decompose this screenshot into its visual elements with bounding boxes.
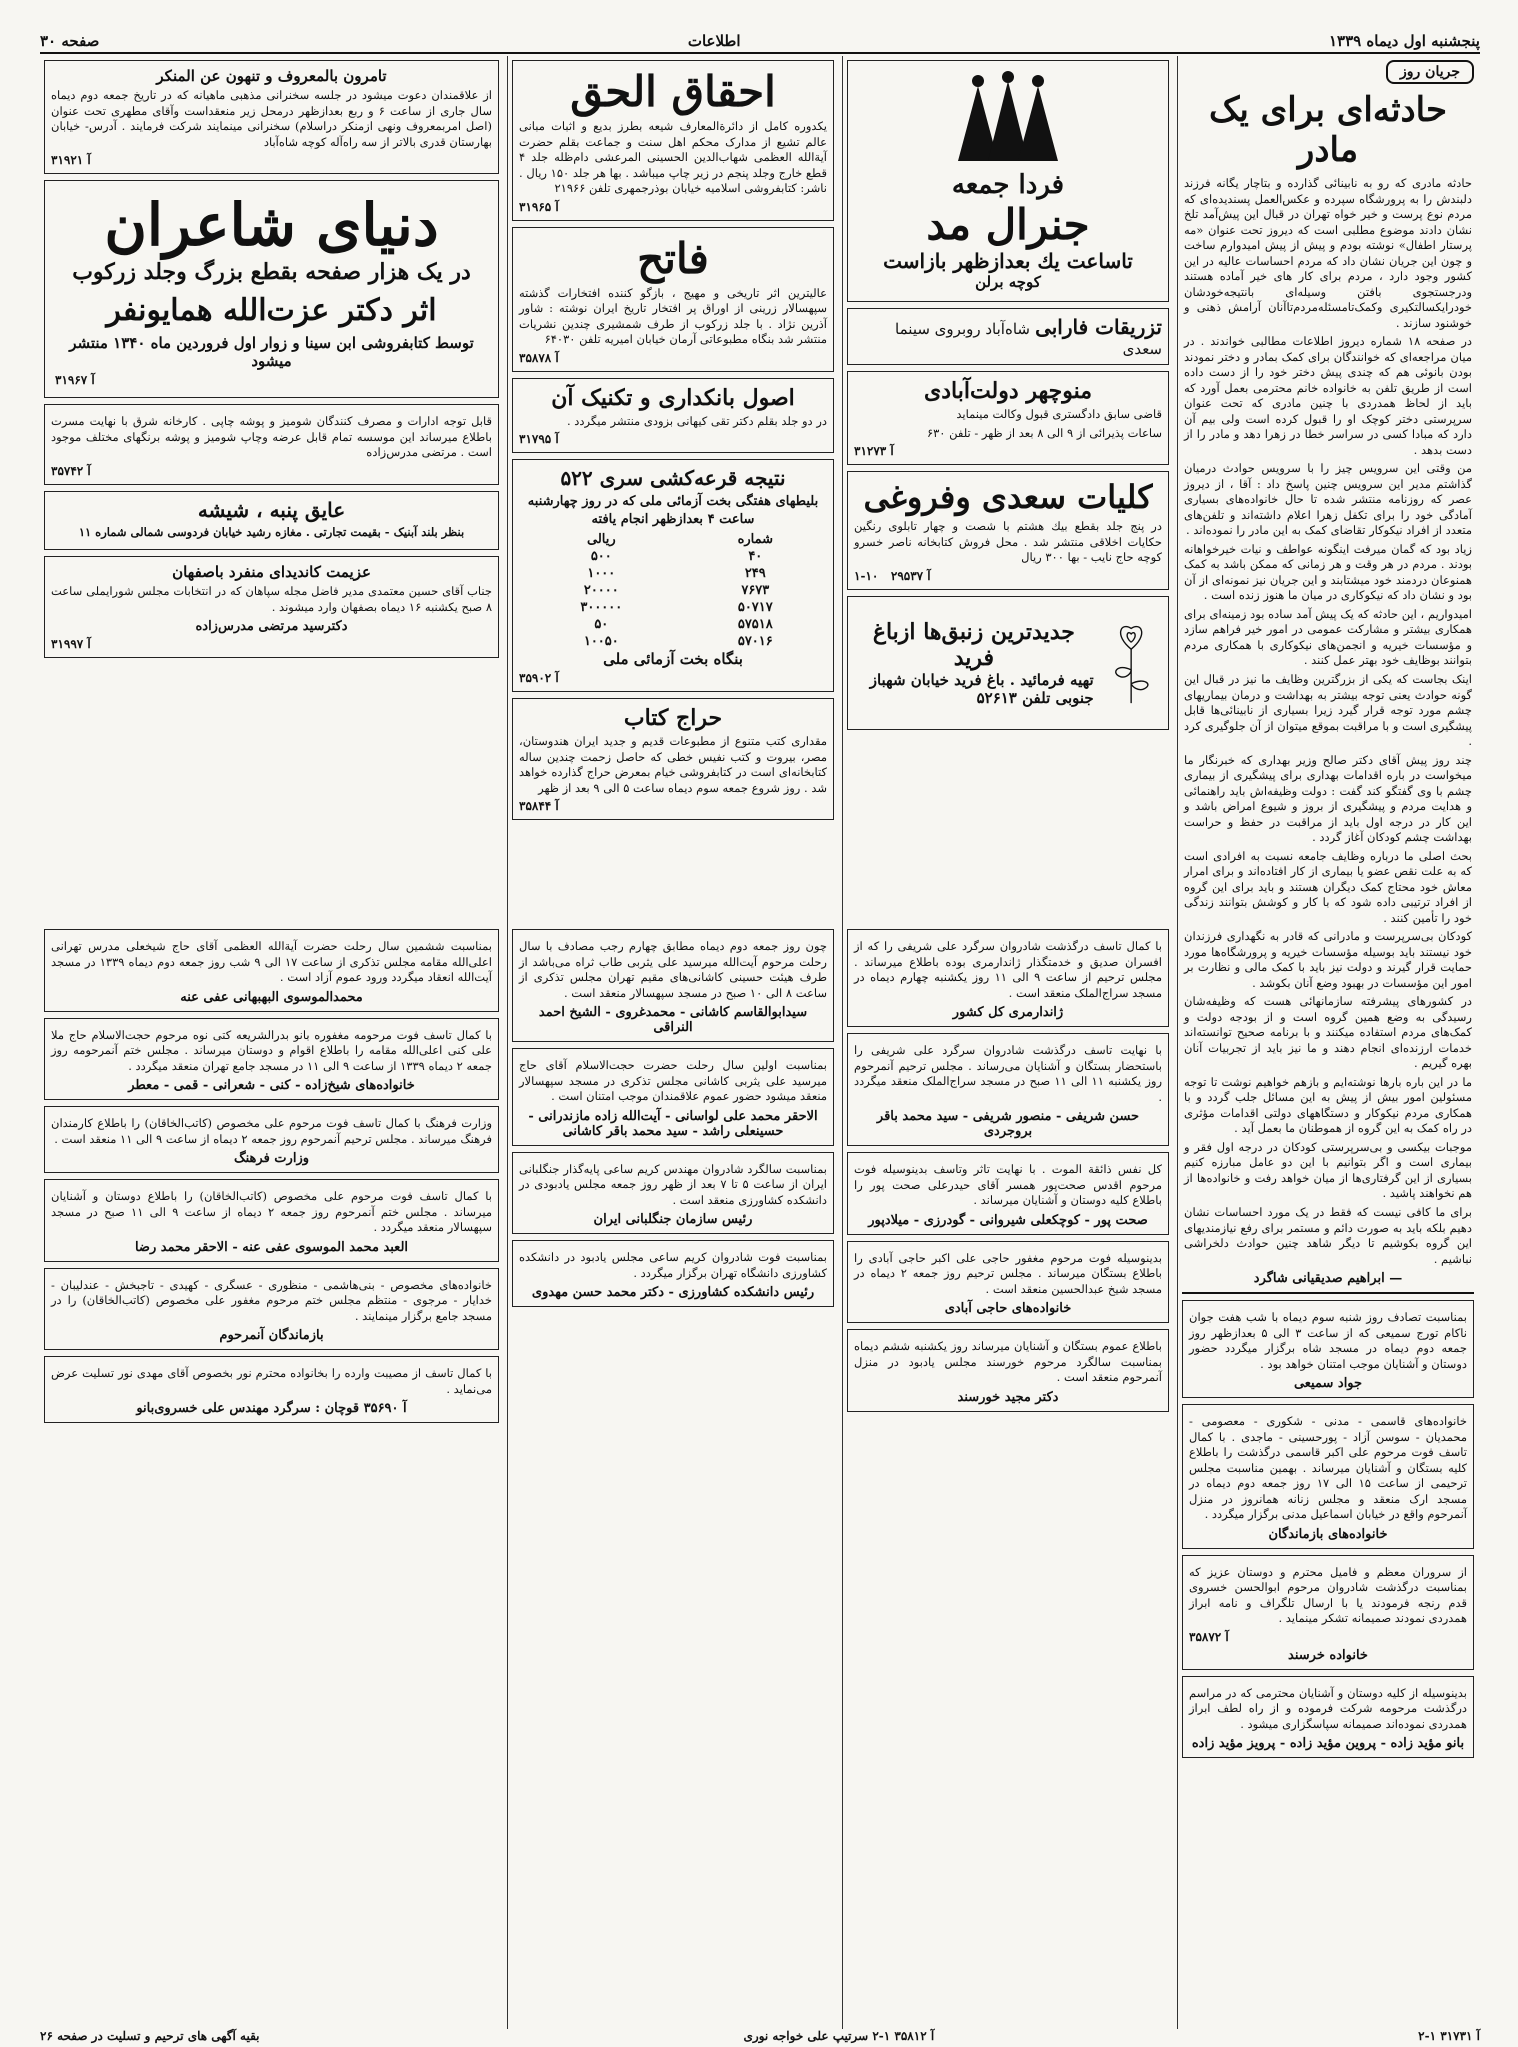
ad-book-auction	[512, 698, 834, 820]
ad-fateh-text: عالیترین اثر تاریخی و مهیج ، بازگو کننده افتخارات گذشته سپهسالار زرینی از اوراق پر افتخار تاریخ ایران نوشته : شاور آذرین نژاد . با جلد زرکوب از طرف شمشیری چندین نشریات منتشر شد بنگاه مطبوعاتی آرمان خیابان امیریه تلفن ۶۴۰۳۰	[519, 285, 827, 347]
obituary-signature: خانواده‌های حاجی آبادی	[944, 1301, 1072, 1317]
article-paragraph: امیدواریم ، این حادثه که یک پیش آمد ساده بود زمینه‌ای برای همکاری بیشتر و مشارکت عمومی در امور خیر فراهم سازد و مؤسسات خیریه و انجمن‌های نیکوکاری با همکاری مردم بتوانند بوظایف خود بهتر عمل کنند .	[1184, 606, 1472, 668]
lottery-row	[519, 633, 827, 650]
obituary-signature: دکتر مجید خورسند	[957, 1389, 1059, 1405]
ad-banking-code: آ ۳۱۷۹۵	[519, 432, 559, 447]
obituary-signature: صحت پور - کوچکعلی شیروانی - گودرزی - میلادپور	[868, 1212, 1148, 1228]
ad-saadi-title: کلیات سعدی وفروغی	[863, 478, 1153, 517]
article-paragraph: برای ما کافی نیست که فقط در یک مورد احساسات نشان دهیم بلکه باید به صورت دائم و مستمر برای رفع نیازمندیهای این گروه بکوشیم تا دیگر شاهد چنین حوادث دلخراشی نباشیم .	[1184, 1205, 1472, 1266]
ad-saadi-desc: در پنج جلد بقطع بیك هشتم با شصت و چهار تابلوی رنگین حکایات اخلاقی منتشر شد . محل فروش کتابخانه ناصر خسرو کوچه حاج نایب - بها ۳۰۰ ریال	[854, 519, 1162, 565]
ad-candidate-text: جناب آقای حسین معتمدی مدیر فاضل مجله سپاهان که در انتخابات مجلس شورایملی ساعت ۸ صبح یکشنبه ۱۶ دیماه بصفهان وارد میشوند .	[51, 584, 492, 614]
obituary-signature: خانواده‌های شیخ‌زاده - کنی - شعرانی - قمی - معطر	[128, 1078, 415, 1094]
ad-candidate-sig: دکترسید مرتضی مدرس‌زاده	[195, 619, 348, 635]
obituary-notice	[512, 929, 834, 1042]
obituary-right	[842, 925, 1173, 2029]
section-tag: جریان روز	[1386, 60, 1474, 84]
lottery-prize: ۵۰۰	[590, 549, 612, 565]
obituary-signature: رئیس سازمان جنگلبانی ایران	[593, 1212, 753, 1228]
obituary-signature: العبد محمد الموسوی عفی عنه - الاحقر محمد رضا	[134, 1239, 409, 1255]
ad-saadi	[847, 471, 1169, 590]
ad-paper-text: قابل توجه ادارات و مصرف کنندگان شومیز و پوشه چاپی . کارخانه شرق با نهایت مسرت باطلاع میرساند این موسسه تمام قابل عرضه وچاپ شومیز و پوشه برنگهای مختلف موجود است . مرتضی مدرس‌زاده	[51, 414, 492, 460]
article-title: حادثه‌ای برای یک مادر	[1208, 90, 1448, 170]
lottery-text: بلیطهای هفتگی بخت آزمائی ملی که در روز چهارشنبه ساعت ۴ بعدازظهر انجام یافته	[527, 494, 819, 527]
obituary-notice	[44, 1356, 499, 1423]
lottery-table	[519, 531, 827, 650]
obituary-text: بدینوسیله فوت مرحوم مغفور حاجی علی اکبر حاجی آبادی را باطلاع بستگان میرساند . مجلس ترحیم روز جمعه ۲ دیماه در مسجد شیخ عبدالحسین منعقد است .	[854, 1250, 1162, 1296]
ad-general-mode-address: کوچه برلن	[975, 273, 1041, 291]
lottery-number: ۵۷۵۱۸	[737, 617, 773, 633]
lottery-prize: ۱۰۰۰	[587, 566, 616, 582]
ad-lawyer	[847, 371, 1169, 465]
death-notice	[1182, 1676, 1474, 1759]
obituary-text: بمناسبت اولین سال رحلت حضرت حجت‌الاسلام آقای حاج میرسید علی یثربی کاشانی مجلس تذکری در مسجد سپهسالار منعقد میشود حضور عموم علاقمندان موجب امتنان است .	[519, 1058, 827, 1104]
page-header	[40, 30, 1480, 54]
ad-farabi	[847, 308, 1169, 365]
ad-lecture-text: از علاقمندان دعوت میشود در جلسه سخنرانی مذهبی ماهیانه که در تاریخ جمعه دوم دیماه سال جاری از ساعت ۶ و ربع بعدازظهر درمحل زیر منعقداست وآقای مطهری تحت عنوان (اصل امربمعروف ونهی ازمنکر دراسلام) سخنرانی مینمایند شرکت فرمایند . آدرس- خیابان بهارستان قدری بالاتر از سه راه‌آله کوچه شاه‌آباد	[51, 88, 492, 149]
death-notice-signature: جواد سمیعی	[1293, 1376, 1363, 1392]
newspaper-name: اطلاعات	[687, 32, 741, 50]
obituary-text: با کمال تاسف فوت مرحوم علی مخصوص (کاتب‌الخاقان) را باطلاع دوستان و آشنایان میرساند . مجلس ختم آنمرحوم روز جمعه ۲ دیماه از ساعت ۹ الی ۱۱ صبح در مسجد سپهسالار منعقد میگردد .	[51, 1189, 492, 1235]
ad-fateh-title: فاتح	[637, 233, 709, 283]
lottery-number: ۷۶۷۳	[741, 583, 770, 599]
ad-saadi-code: آ ۲۹۵۳۷ ۱۰-۱	[854, 568, 931, 583]
ad-ehghagh-text: یکدوره کامل از دائرةالمعارف شیعه بطرز بدیع و اثبات مبانی عالم تشیع از مدارک محکم اهل سنت و جماعت بقلم حضرت آیةالله العظمی شهاب‌الدین الحسینی المرعشی دام‌ظله جلد ۴ قطع خارج وجلد پنجم در زیر چاپ میباشد . بها هر جلد ۱۵۰ ریال . ناشر: کتابفروشی اسلامیه خیابان بوذرجمهری تلفن ۲۱۹۶۶	[519, 119, 827, 196]
obituary-notice	[44, 1268, 499, 1351]
column-editorial	[1177, 56, 1478, 2029]
lottery-code: آ ۳۵۹۰۲	[519, 671, 559, 686]
book-publisher: توسط کتابفروشی ابن سینا و زوار اول فروردین ماه ۱۳۴۰ منتشر میشود	[69, 334, 474, 371]
obituary-text: با کمال تاسف از مصیبت وارده را بخانواده محترم نور بخصوص آقای مهدی نور تسلیت عرض می‌نماید .	[51, 1366, 492, 1396]
ad-lecture-verse: تامرون بالمعروف و تنهون عن المنکر	[156, 67, 387, 85]
article-paragraph: در کشورهای پیشرفته سازمانهائی هست که وظیفه‌شان رسیدگی به وضع همین گروه است و از بودجه دولت و کمک‌های مردم استفاده میکنند و با برنامه صحیح توانسته‌اند خدمات ارزنده‌ای انجام دهند و ما نیز باید از تجربیات آنان بهره گیریم .	[1184, 994, 1472, 1071]
obituary-text: با کمال تاسف درگذشت شادروان سرگرد علی شریفی را که از افسران صدیق و خدمتگذار ژاندارمری بوده باطلاع میرساند . مجلس ترحیم از ساعت ۹ الی ۱۱ روز یکشنبه چهارم دیماه در مسجد سراج‌الملک منعقد است .	[854, 939, 1162, 1000]
issue-date: پنجشنبه اول دیماه ۱۳۳۹	[1328, 32, 1480, 50]
page-number: صفحه ۳۰	[40, 32, 100, 50]
ad-flowers-address: تهیه فرمائید . باغ فرید خیابان شهباز جنوبی تلفن ۵۲۶۱۳	[869, 670, 1094, 707]
article-body	[1178, 176, 1478, 1267]
death-notice-text: از سروران معظم و فامیل محترم و دوستان عزیز که بمناسبت درگذشت شادروان مرحوم ابوالحسن خسروی قدم رنجه فرمودند یا با ارسال تلگراف و نامه ابراز همدردی نمودند صمیمانه تشکر مینماید .	[1189, 1564, 1467, 1626]
obituary-signature: آ ۳۵۶۹۰ قوچان : سرگرد مهندس علی خسروی‌بانو	[136, 1401, 407, 1417]
obituary-notice	[847, 1033, 1169, 1146]
article-paragraph: ما در این باره بارها نوشته‌ایم و بازهم خواهیم نوشت تا توجه مسئولین امور بیش از پیش به این مسائل جلب گردد و با همکاری مردم نیکوکار و دستگاههای دولتی اقدامات مؤثری در راه کمک به این گروه از هموطنان ما بعمل آید .	[1184, 1074, 1472, 1136]
ad-fateh	[512, 227, 834, 372]
ad-insulation-text: بنظر بلند آبنیک - بقیمت تجارتی . مغازه رشید خیابان فردوسی شمالی شماره ۱۱	[78, 524, 465, 539]
lottery-header	[519, 531, 827, 548]
page-footer	[40, 2029, 1480, 2043]
obituary-text: بمناسبت سالگرد شادروان مهندس کریم ساعی پایه‌گذار جنگلبانی ایران از ساعت ۵ تا ۷ بعد از ظهر روز جمعه مجلس یادبودی در دانشکده کشاورزی منعقد است .	[519, 1161, 828, 1207]
lottery-title: نتیجه قرعه‌کشی سری ۵۲۲	[560, 466, 786, 491]
rose-figure	[1100, 603, 1162, 723]
lottery-footer: بنگاه بخت آزمائی ملی	[603, 650, 743, 669]
book-code: آ ۳۱۹۶۷	[55, 373, 95, 388]
ad-lawyer-code: آ ۳۱۲۷۳	[854, 444, 894, 459]
lottery-col-prize: ریالی	[586, 532, 616, 548]
ad-ehghagh	[512, 60, 834, 221]
ad-banking-text: در دو جلد بقلم دکتر تقی کیهانی بزودی منتشر میگردد .	[566, 413, 827, 428]
obituary-notice	[847, 1152, 1169, 1235]
ad-insulation-title: عایق پنبه ، شیشه	[197, 497, 346, 522]
obituary-text: بمناسبت ششمین سال رحلت حضرت آیةالله العظمی آقای حاج شیخعلی مدرس تهرانی اعلی‌الله مقامه مجلس تذکری از ساعت ۱۷ الی ۹ شب روز جمعه دوم دیماه ۱۳۳۹ در مسجد آیت‌الله انعقاد میگردد ورود عموم آزاد است .	[51, 939, 492, 985]
death-notice-text: بدینوسیله از کلیه دوستان و آشنایان محترمی که در مراسم درگذشت مرحومه شرکت فرموده و از راه لطف ابراز همدردی نموده‌اند صمیمانه سپاسگزاری میشود .	[1189, 1685, 1467, 1731]
obituary-left	[40, 925, 503, 2029]
lottery-number: ۴۰	[748, 549, 763, 565]
obituary-text: کل نفس ذائقة الموت . با نهایت تاثر وتاسف بدینوسیله فوت مرحوم اقدس صحت‌پور همسر آقای حیدرعلی صحت پور را باطلاع کلیه دوستان و آشنایان میرساند .	[854, 1162, 1162, 1208]
ad-paper-code: آ ۳۵۷۴۲	[51, 463, 91, 478]
obituary-notice	[512, 1152, 834, 1235]
ad-lawyer-desc: قاضی سابق دادگستری قبول وکالت مینماید	[956, 407, 1162, 421]
obituary-notice	[512, 1048, 834, 1146]
obituary-notice	[44, 1106, 499, 1173]
ad-general-mode-hours: تاساعت یك بعدازظهر بازاست	[883, 249, 1133, 273]
lottery-number: ۵۷۰۱۶	[737, 634, 773, 650]
ad-lottery	[512, 459, 834, 692]
obituary-notice	[847, 1329, 1169, 1412]
obituary-text: وزارت فرهنگ با کمال تاسف فوت مرحوم علی مخصوص (کاتب‌الخاقان) را باطلاع کارمندان فرهنگ میرساند . مجلس ترحیم آنمرحوم روز جمعه ۲ دیماه از ساعت ۹ الی ۱۱ منعقد است .	[51, 1116, 492, 1146]
obituary-notice	[44, 1018, 499, 1101]
ad-farabi-title: تزریقات فارابی	[1035, 315, 1162, 339]
ad-book-auction-code: آ ۳۵۸۴۴	[519, 799, 559, 814]
ad-lawyer-name: منوچهر دولت‌آبادی	[923, 378, 1092, 404]
obituary-signature: محمدالموسوی البهبهانی عفی عنه	[180, 989, 363, 1005]
footer-code-2: آ ۳۱۷۳۱ ۱-۲	[1418, 2029, 1480, 2043]
death-notice-text: خانواده‌های قاسمی - مدنی - شکوری - معصومی - محمدیان - سوسن آزاد - پورحسینی - ماجدی . با کمال تاسف فوت مرحوم علی اکبر قاسمی درگذشت را باطلاع کلیه بستگان و آشنایان میرساند . بهمین مناسبت مجلس ترحیمی از ساعت ۱۵ الی ۱۷ روز جمعه دوم دیماه در مسجد ارک منعقد و مجلس زنانه همانروز در منزل آنمرحوم واقع در خیابان اسماعیل مدنی برگزار میگردد .	[1189, 1414, 1467, 1522]
ad-paper-folders	[44, 404, 499, 485]
ad-banking	[512, 378, 834, 454]
lottery-number: ۲۴۹	[744, 566, 766, 582]
ad-banking-title: اصول بانکداری و تکنیک آن	[551, 384, 795, 411]
ad-poets-book	[44, 180, 499, 398]
lottery-number: ۵۰۷۱۷	[737, 600, 773, 616]
obituary-signature: وزارت فرهنگ	[233, 1151, 309, 1167]
lottery-prize: ۱۰۰۵۰	[583, 634, 619, 650]
obituary-text: چون روز جمعه دوم دیماه مطابق چهارم رجب مصادف با سال رحلت مرحوم آیت‌الله میرسید علی یثربی طاب ثراه می‌باشد از طرف هیئت حسینی کاشانی‌های مقیم تهران مجلس تذکری از ساعت ۸ الی ۱۰ صبح در مسجد سپهسالار منعقد است .	[519, 939, 827, 1000]
book-title: دنیای شاعران	[104, 191, 439, 260]
death-notice-signature: خانواده‌های بازماندگان	[1268, 1526, 1388, 1542]
obituary-notice	[512, 1240, 834, 1307]
lottery-row	[519, 548, 827, 565]
ad-book-auction-text: مقداری کتب متنوع از مطبوعات قدیم و جدید ایران هندوستان، مصر، بیروت و کتب نفیس خطی که حاصل زحمت چندین ساله کتابخانه‌ای است در کتابفروشی خیام بمعرض حراج گذارده خواهد شد . روز شروع جمعه سوم دیماه ساعت ۵ الی ۹ بعد از ظهر	[519, 734, 827, 795]
ad-fateh-code: آ ۳۵۸۷۸	[519, 350, 559, 365]
ad-candidate-title: عزیمت کاندیدای منفرد باصفهان	[172, 563, 371, 582]
ad-general-mode-day: فردا جمعه	[951, 170, 1065, 200]
obituary-notice	[847, 1241, 1169, 1324]
ad-lecture-code: آ ۳۱۹۲۱	[51, 153, 91, 168]
ad-book-auction-title: حراج کتاب	[623, 705, 723, 732]
obituary-notice	[44, 1179, 499, 1262]
obituary-signature: الاحقر محمد علی لواسانی - آیت‌الله زاده مازندرانی - حسینعلی راشد - سید محمد باقر کاشانی	[528, 1108, 818, 1139]
death-notice-code: آ ۳۵۸۷۲	[1189, 1629, 1229, 1644]
obituary-signature: سیدابوالقاسم کاشانی - محمدغروی - الشیخ احمد النراقی	[538, 1005, 808, 1036]
lottery-row	[519, 599, 827, 616]
footer-code-1: آ ۳۵۸۱۲ ۱-۲ سرتیپ علی خواجه نوری	[743, 2029, 935, 2043]
footer-continued: بقیه آگهی های ترحیم و تسلیت در صفحه ۲۶	[40, 2029, 260, 2043]
article-paragraph: کودکان بی‌سرپرست و مادرانی که قادر به نگهداری فرزندان خود نیستند باید بوسیله مؤسسات خیریه و پرورشگاه‌ها مورد حمایت قرار گیرند و دولت نیز باید با کمک مالی و نظارت بر امور این مؤسسات در بهبود وضع آنان بکوشد .	[1184, 929, 1472, 990]
obituary-signature: رئیس دانشکده کشاورزی - دکتر محمد حسن مهدوی	[531, 1285, 815, 1301]
article-paragraph: چند روز پیش آقای دکتر صالح وزیر بهداری که خبرنگار ما میخواست در باره اقدامات بهداری برای پیشگیری از بیماری چشم با وی گفتگو کند گفت : دولت وظیفه‌اش باید راهنمائی و هدایت مردم و پیشگیری از بروز و شیوع امراض باشد و این کار در درجه اول باید از مراقبت در حفظ و حراست بهداشت چشم کودکان آغاز گردد .	[1184, 752, 1472, 845]
ad-ehghagh-code: آ ۳۱۹۶۵	[519, 199, 559, 214]
column1-ads	[1178, 1300, 1478, 1758]
ad-lawyer-hours: ساعات پذیرائی از ۹ الی ۸ بعد از ظهر - تلفن ۶۳۰	[926, 425, 1162, 440]
ad-general-mode-name: جنرال مد	[926, 200, 1090, 249]
obituary-signature: ژاندارمری کل کشور	[952, 1005, 1064, 1021]
article-paragraph: در صفحه ۱۸ شماره دیروز اطلاعات مطالبی خواندند . در میان مراجعه‌ای که خوانندگان برای کمک بمادر و دختر نمودند بودن بانوئی هم که چندی پیش دختر خود را از دست داده است از طریق تلفن به خانواده خانم محترمی بعمل آورد که باید از لحاظ همدردی با چنین مادری که تحت عنوان سرپرستی دختر کوچک او را قبول کرده است ولی بیم آن دارد که مبادا کسی در سراسر خطا در زهرا دهد و مادر را از دست بدهد .	[1184, 334, 1472, 457]
lottery-col-number: شماره	[737, 532, 774, 548]
ad-ehghagh-title: احقاق الحق	[570, 67, 776, 116]
death-notice-signature: بانو مؤید زاده - پروین مؤید زاده - پرویز مؤید زاده	[1191, 1736, 1465, 1752]
lottery-row	[519, 616, 827, 633]
obituary-text: باطلاع عموم بستگان و آشنایان میرساند روز یکشنبه ششم دیماه بمناسبت سالگرد مرحوم خورسند مجلس یادبود در منزل آنمرحوم منعقد است .	[854, 1339, 1162, 1385]
obituary-text: با نهایت تاسف درگذشت شادروان سرگرد علی شریفی را باستحضار بستگان و آشنایان می‌رساند . مجلس ترحیم آنمرحوم روز یکشنبه ۱۱ الی ۱۱ صبح در مسجد سراج‌الملک منعقد میگردد .	[854, 1043, 1162, 1104]
death-notice-text: بمناسبت تصادف روز شنبه سوم دیماه با شب هفت جوان ناکام تورج سمیعی که از ساعت ۳ الی ۵ بعدازظهر روز جمعه دوم دیماه در مسجد شاه برگزار میگردد حضور دوستان و آشنایان موجب امتنان خواهد بود .	[1189, 1310, 1467, 1371]
article-paragraph: حادثه مادری که رو به نابینائی گذارده و بتاچار یگانه فرزند دلبندش را به پرورشگاه سپرده و عکس‌العمل پسندیده‌ای که مردم نوع پرست و خیر خواه تهران در قبال این پیش‌آمد تلخ نشان دادند موضوع مطلبی است که دیروز تحت عنوان «مه پرستار اطفال» نوشته بودم و پیش از پیش امیدوارم ساخت و چون این جریان نشان داد که مردم احساسات عالیه در این کشور وجود دارد ، مردم برای کار های خیر آماده هستند ودرجستجوی بافتن وسیله‌ای بانتیجه‌خودشان خودرایکسالتکیری وکمک‌تامسئله‌مردم‌تاآنان آرامش ذهنی و خوشنود سازند .	[1184, 176, 1472, 330]
ad-general-mode	[847, 60, 1169, 302]
death-notice	[1182, 1404, 1474, 1549]
lottery-prize: ۵۰	[594, 617, 609, 633]
article-paragraph: بحث اصلی ما درباره وظایف جامعه نسبت به افرادی است که به علت نقص عضو یا بیماری از کار افتاده‌اند و برای امرار معاش خود محتاج کمک دیگران هستند و باید برای این گروه از افراد ترتیبی داده شود که با کار و کوشش بتوانند زندگی خود را تأمین کنند .	[1184, 848, 1472, 925]
ad-farabi-address: شاه‌آباد روبروی سینما سعدی	[895, 320, 1162, 358]
death-notice-signature: خانواده خرسند	[1288, 1647, 1368, 1663]
ad-flowers-title: جدیدترین زنبق‌ها ازباغ فرید	[872, 618, 1075, 671]
article-paragraph: موجبات بیکسی و بی‌سرپرستی کودکان در درجه اول فقر و بیماری است و اگر بتوانیم با این دو عامل مبارزه کنیم بسیاری از این گرفتاری‌ها از میان خواهد رفت و خانواده‌ها از هم نخواهند پاشید .	[1184, 1139, 1472, 1201]
death-notice	[1182, 1300, 1474, 1398]
article-paragraph: من وقتی این سرویس چیز را با سرویس حوادث درمیان گذاشتم مدیر این سرویس چنین پاسخ داد : آقا ، از دیروز عصر که روزنامه منتشر شده تا حال خانواده‌های بسیاری آمادگی خود را برای تکفل زهرا اعلام داشته‌اند و تلفن‌های متعدد از افراد نیکوکار تقاضای کمک به این مادر را نموده‌اند .	[1184, 461, 1472, 538]
article-signature: — ابراهیم صدیقیانی شاگرد	[1253, 1271, 1403, 1287]
obituary-signature: بازماندگان آنمرحوم	[219, 1328, 324, 1344]
ad-insulation	[44, 491, 499, 551]
ad-candidate	[44, 556, 499, 658]
death-notice	[1182, 1555, 1474, 1670]
ad-flowers	[847, 596, 1169, 730]
obituary-text: با کمال تاسف فوت مرحومه مغفوره بانو بدرالشریعه کتی نوه مرحوم حجت‌الاسلام حاج ملا علی کنی اعلی‌الله مقامه را باطلاع اقوام و دوستان میرساند . مجلس ختم آنمرحومه روز جمعه ۲ دیماه ۱۳۳۹ از ساعت ۹ الی ۱۱ در مسجد جامع تهران منعقد میگردد .	[51, 1027, 492, 1073]
obituary-text: بمناسبت فوت شادروان کریم ساعی مجلس یادبود در دانشکده کشاورزی دانشگاه تهران برگزار میگردد .	[519, 1250, 827, 1280]
lottery-prize: ۳۰۰۰۰۰	[580, 600, 623, 616]
book-subtitle: در یک هزار صفحه بقطع بزرگ وجلد زرکوب	[72, 259, 471, 286]
obituary-notice	[847, 929, 1169, 1027]
ad-candidate-code: آ ۳۱۹۹۷	[51, 637, 91, 652]
lottery-row	[519, 565, 827, 582]
lottery-prize: ۲۰۰۰۰	[583, 583, 619, 599]
lottery-row	[519, 582, 827, 599]
obituary-text: خانواده‌های مخصوص - بنی‌هاشمی - منظوری - عسگری - کهیدی - تاجبخش - عندلیبان - خدایار - مرجوی - منتظم مجلس ختم مرحوم مغفور علی مخصوص (کاتب‌الخاقان) را در مسجد جامع برگزار مینمایند .	[51, 1277, 492, 1323]
book-author: اثر دکتر عزت‌الله همایونفر	[106, 293, 437, 329]
obituary-mid	[507, 925, 838, 2029]
mannequins-figure	[858, 71, 1158, 166]
ad-lecture	[44, 60, 499, 174]
article-paragraph: زیاد بود که گمان میرفت اینگونه عواطف و نیات خیرخواهانه بودند . مردم در هر وقت و هر زمانی که ممکن باشد به کمک همنوعان دردمند خود میشتابند و این جریان نیز نمونه‌ای از آن بود و نشان داد که نیکوکاری در میان ما هنوز زنده است .	[1184, 541, 1472, 603]
article-paragraph: اینک بجاست که یکی از بزرگترین وظایف ما نیز در قبال این گونه حوادث یعنی توجه بیشتر به بهداشت و درمان بیماریهای چشم مورد توجه قرار گیرد زیرا بسیاری از نابینائی‌ها قابل پیشگیری است و با مراقبت بموقع میتوان از آن جلوگیری کرد .	[1184, 671, 1472, 749]
obituary-signature: حسن شریفی - منصور شریفی - سید محمد باقر بروجردی	[876, 1109, 1140, 1140]
obituary-notice	[44, 929, 499, 1012]
